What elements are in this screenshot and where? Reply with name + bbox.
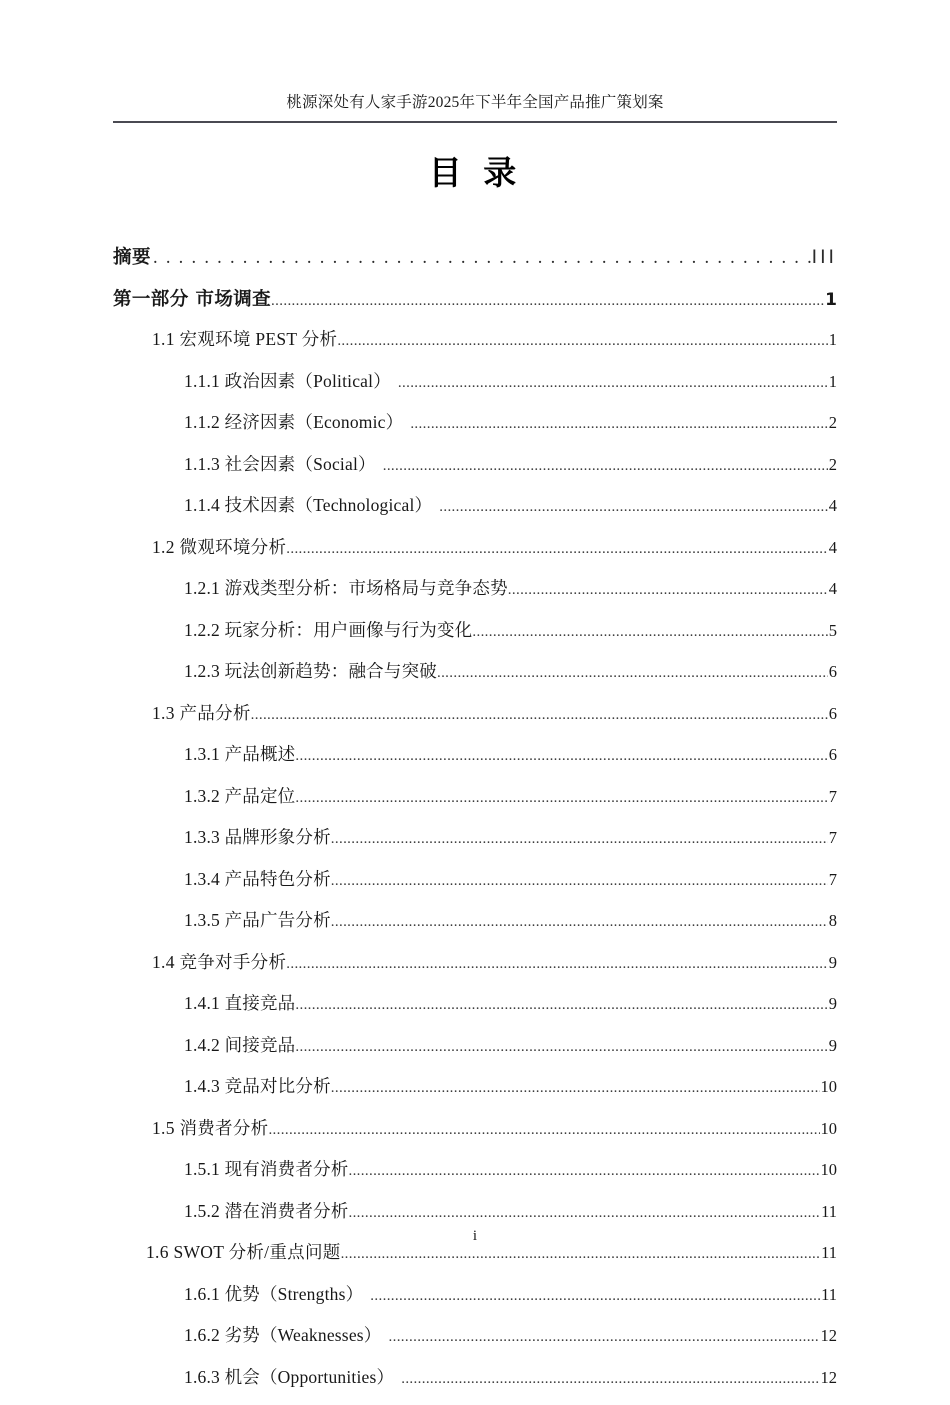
toc-entry-page-number: 5 bbox=[828, 621, 837, 641]
toc-entry-page-number: 9 bbox=[828, 1036, 837, 1056]
toc-dot-leader bbox=[286, 956, 828, 973]
toc-entry[interactable] bbox=[113, 824, 837, 866]
toc-dot-leader bbox=[331, 873, 828, 890]
toc-entry-page-number: 10 bbox=[820, 1160, 838, 1180]
footer-page-number: i bbox=[0, 1228, 950, 1245]
toc-entry[interactable] bbox=[113, 949, 837, 991]
toc-entry-page-number: 9 bbox=[828, 953, 837, 973]
toc-entry[interactable] bbox=[113, 1115, 837, 1157]
toc-entry[interactable] bbox=[113, 617, 837, 659]
toc-entry-page-number: 6 bbox=[828, 662, 837, 682]
toc-entry-label: 1.3.3 品牌形象分析 bbox=[184, 824, 331, 849]
toc-entry-page-number: 10 bbox=[820, 1077, 838, 1097]
page-title: 目 录 bbox=[0, 152, 950, 194]
toc-entry-label: 1.3.1 产品概述 bbox=[184, 741, 295, 766]
toc-entry-label: 1.4.1 直接竞品 bbox=[184, 990, 295, 1015]
toc-dot-leader bbox=[331, 831, 828, 848]
toc-entry-label: 1.2.3 玩法创新趋势：融合与突破 bbox=[184, 658, 437, 683]
toc-entry-label: 1.4.3 竞品对比分析 bbox=[184, 1073, 331, 1098]
toc-dot-leader bbox=[348, 1163, 819, 1180]
toc-entry-page-number: 11 bbox=[820, 1202, 837, 1222]
toc-entry-page-number: 6 bbox=[828, 704, 837, 724]
toc-dot-leader bbox=[363, 1288, 820, 1305]
toc-entry-label: 1.3.2 产品定位 bbox=[184, 783, 295, 808]
toc-dot-leader bbox=[376, 458, 828, 475]
toc-dot-leader bbox=[472, 624, 827, 641]
toc-entry-label: 1.6.3 机会（Opportunities） bbox=[184, 1364, 394, 1389]
toc-dot-leader bbox=[151, 248, 811, 269]
toc-dot-leader bbox=[348, 1205, 820, 1222]
toc-entry[interactable] bbox=[113, 741, 837, 783]
toc-entry[interactable] bbox=[113, 1281, 837, 1323]
toc-dot-leader bbox=[331, 914, 828, 931]
toc-entry[interactable] bbox=[113, 1156, 837, 1198]
toc-entry-page-number: 7 bbox=[828, 828, 837, 848]
toc-dot-leader bbox=[268, 1122, 819, 1139]
toc-dot-leader bbox=[437, 665, 828, 682]
toc-entry-page-number: 4 bbox=[828, 579, 837, 599]
toc-entry-label: 1.2.1 游戏类型分析：市场格局与竞争态势 bbox=[184, 575, 508, 600]
toc-entry-page-number: 12 bbox=[820, 1326, 838, 1346]
toc-entry-page-number: 9 bbox=[828, 994, 837, 1014]
toc-dot-leader bbox=[432, 499, 828, 516]
toc-entry-label: 1.5 消费者分析 bbox=[152, 1115, 268, 1140]
toc-entry[interactable] bbox=[113, 492, 837, 534]
toc-entry[interactable] bbox=[113, 1239, 837, 1281]
toc-entry[interactable] bbox=[113, 866, 837, 908]
toc-dot-leader bbox=[295, 997, 827, 1014]
toc-entry-label: 1.4.2 间接竞品 bbox=[184, 1032, 295, 1057]
toc-entry[interactable] bbox=[113, 783, 837, 825]
toc-entry[interactable] bbox=[113, 907, 837, 949]
toc-entry[interactable] bbox=[113, 409, 837, 451]
toc-entry-label: 1.6.1 优势（Strengths） bbox=[184, 1281, 363, 1306]
toc-entry[interactable] bbox=[113, 990, 837, 1032]
toc-entry[interactable] bbox=[113, 368, 837, 410]
toc-entry-page-number: 1 bbox=[824, 290, 837, 310]
toc-entry[interactable] bbox=[113, 700, 837, 742]
toc-entry-page-number: 10 bbox=[820, 1119, 838, 1139]
toc-entry[interactable] bbox=[113, 575, 837, 617]
toc-entry[interactable] bbox=[113, 1364, 837, 1405]
toc-entry-page-number: 4 bbox=[828, 496, 837, 516]
toc-entry-page-number: 11 bbox=[820, 1285, 837, 1305]
toc-dot-leader bbox=[382, 1329, 820, 1346]
toc-entry-label: 1.5.1 现有消费者分析 bbox=[184, 1156, 348, 1181]
toc-entry[interactable] bbox=[113, 1032, 837, 1074]
toc-entry-page-number: 2 bbox=[828, 413, 837, 433]
toc-entry-label: 第一部分 市场调查 bbox=[113, 285, 271, 311]
toc-entry-page-number: 7 bbox=[828, 870, 837, 890]
toc-entry-page-number: 12 bbox=[820, 1368, 838, 1388]
running-header-title: 桃源深处有人家手游2025年下半年全国产品推广策划案 bbox=[113, 92, 837, 114]
toc-entry-page-number: 7 bbox=[828, 787, 837, 807]
toc-entry[interactable] bbox=[113, 243, 837, 285]
running-header bbox=[113, 92, 837, 123]
toc-entry-label: 1.1.4 技术因素（Technological） bbox=[184, 492, 432, 517]
toc-entry-label: 1.4 竞争对手分析 bbox=[152, 949, 286, 974]
toc-entry-label: 摘要 bbox=[113, 243, 151, 269]
toc-entry[interactable] bbox=[113, 451, 837, 493]
toc-dot-leader bbox=[286, 541, 828, 558]
toc-entry-label: 1.2 微观环境分析 bbox=[152, 534, 286, 559]
header-divider bbox=[113, 121, 837, 123]
toc-entry-label: 1.1.3 社会因素（Social） bbox=[184, 451, 376, 476]
toc-entry-label: 1.6 SWOT 分析/重点问题 bbox=[146, 1239, 341, 1264]
toc-entry-label: 1.3.5 产品广告分析 bbox=[184, 907, 331, 932]
toc-entry[interactable] bbox=[113, 1073, 837, 1115]
toc-entry-label: 1.2.2 玩家分析：用户画像与行为变化 bbox=[184, 617, 472, 642]
toc-dot-leader bbox=[331, 1080, 820, 1097]
toc-entry-page-number: 2 bbox=[828, 455, 837, 475]
toc-dot-leader bbox=[295, 748, 827, 765]
toc-entry-label: 1.1 宏观环境 PEST 分析 bbox=[152, 326, 337, 351]
toc-entry[interactable] bbox=[113, 534, 837, 576]
toc-entry-page-number: 1 bbox=[828, 330, 837, 350]
toc-entry[interactable] bbox=[113, 1322, 837, 1364]
toc-entry-page-number: 1 bbox=[828, 372, 837, 392]
toc-entry-page-number: 8 bbox=[828, 911, 837, 931]
toc-entry[interactable] bbox=[113, 285, 837, 327]
toc-entry-label: 1.1.2 经济因素（Economic） bbox=[184, 409, 403, 434]
toc-entry-label: 1.3.4 产品特色分析 bbox=[184, 866, 331, 891]
toc-dot-leader bbox=[391, 375, 828, 392]
toc-dot-leader bbox=[508, 582, 828, 599]
toc-dot-leader bbox=[403, 416, 827, 433]
toc-entry[interactable] bbox=[113, 326, 837, 368]
toc-entry-page-number: 11 bbox=[820, 1243, 837, 1263]
toc-dot-leader bbox=[251, 707, 828, 724]
toc-dot-leader bbox=[337, 333, 827, 350]
toc-entry-label: 1.5.2 潜在消费者分析 bbox=[184, 1198, 348, 1223]
toc-entry-label: 1.3 产品分析 bbox=[152, 700, 251, 725]
toc-entry-label: 1.6.2 劣势（Weaknesses） bbox=[184, 1322, 382, 1347]
toc-entry-page-number: 6 bbox=[828, 745, 837, 765]
toc-dot-leader bbox=[271, 293, 824, 310]
toc-entry-page-number: III bbox=[811, 247, 837, 268]
toc-entry[interactable] bbox=[113, 658, 837, 700]
toc-dot-leader bbox=[295, 790, 827, 807]
toc-entry-page-number: 4 bbox=[828, 538, 837, 558]
toc-dot-leader bbox=[394, 1371, 819, 1388]
toc-dot-leader bbox=[295, 1039, 827, 1056]
toc-entry-label: 1.1.1 政治因素（Political） bbox=[184, 368, 391, 393]
toc-dot-leader bbox=[341, 1246, 821, 1263]
